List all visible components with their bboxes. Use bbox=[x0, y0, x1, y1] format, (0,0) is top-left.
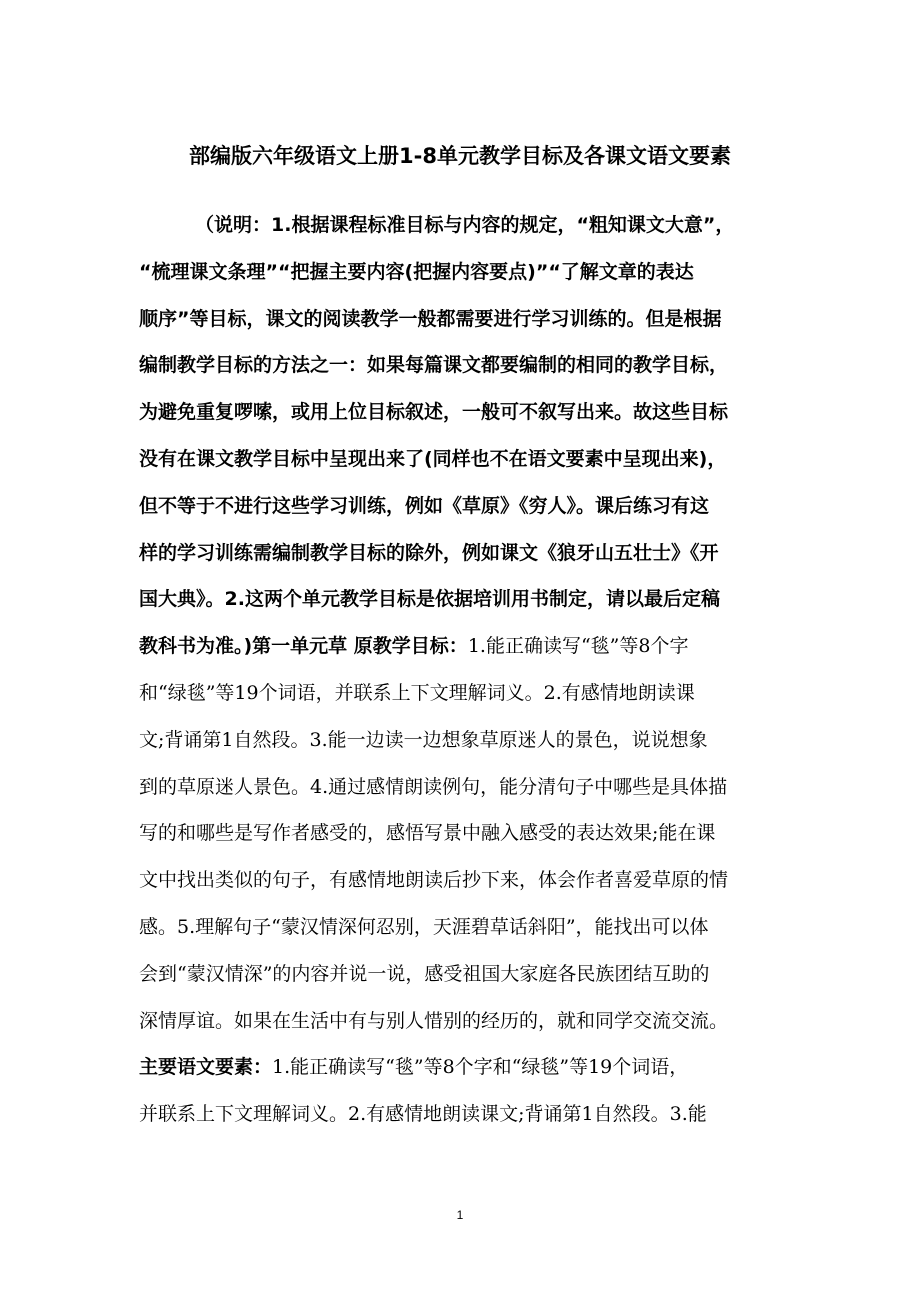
body-line bbox=[139, 717, 789, 764]
body-line bbox=[139, 951, 789, 998]
document-body bbox=[139, 202, 789, 1138]
body-line bbox=[139, 249, 789, 296]
text-run: 文中找出类似的句子，有感情地朗读后抄下来，体会作者喜爱草原的情 bbox=[139, 869, 729, 892]
bold-text-run: “梳理课文条理”“把握主要内容(把握内容要点)”“了解文章的表达 bbox=[139, 260, 694, 283]
text-run: 感。5.理解句子“蒙汉情深何忍别，天涯碧草话斜阳”，能找出可以体 bbox=[139, 915, 709, 938]
page-number: 1 bbox=[456, 1208, 464, 1222]
bold-text-run: 顺序”等目标，课文的阅读教学一般都需要进行学习训练的。但是根据 bbox=[139, 307, 722, 330]
text-run: 1.能正确读写“毯”等8个字 bbox=[467, 635, 689, 658]
text-run: 1.能正确读写“毯”等8个字和“绿毯”等19个词语， bbox=[272, 1056, 689, 1079]
text-run: 并联系上下文理解词义。2.有感情地朗读课文;背诵第1自然段。3.能 bbox=[139, 1103, 707, 1126]
body-line bbox=[139, 436, 789, 483]
body-line bbox=[139, 764, 789, 811]
bold-text-run: 样的学习训练需编制教学目标的除外，例如课文《狼牙山五壮士》《开 bbox=[139, 541, 719, 564]
body-line bbox=[139, 530, 789, 577]
body-line bbox=[139, 483, 789, 530]
body-line bbox=[139, 389, 789, 436]
body-line bbox=[139, 857, 789, 904]
text-run: 深情厚谊。如果在生活中有与别人惜别的经历的，就和同学交流交流。 bbox=[139, 1009, 729, 1032]
bold-text-run: 编制教学目标的方法之一：如果每篇课文都要编制的相同的教学目标， bbox=[139, 354, 729, 377]
document-title: 部编版六年级语文上册1-8单元教学目标及各课文语文要素 bbox=[189, 144, 731, 168]
text-run: 会到“蒙汉情深”的内容并说一说，感受祖国大家庭各民族团结互助的 bbox=[139, 962, 710, 985]
bold-text-run: 没有在课文教学目标中呈现出来了(同样也不在语文要素中呈现出来)， bbox=[139, 447, 727, 470]
body-line bbox=[139, 576, 789, 623]
body-line bbox=[139, 623, 789, 670]
body-line bbox=[139, 1091, 789, 1138]
body-line bbox=[139, 342, 789, 389]
body-line bbox=[139, 670, 789, 717]
bold-text-run: 但不等于不进行这些学习训练，例如《草原》《穷人》。课后练习有这 bbox=[139, 494, 710, 517]
text-run: 到的草原迷人景色。4.通过感情朗读例句，能分清句子中哪些是具体描 bbox=[139, 775, 728, 798]
bold-text-run: 为避免重复啰嗦，或用上位目标叙述，一般可不叙写出来。故这些目标 bbox=[139, 401, 729, 424]
bold-text-run: （说明：1.根据课程标准目标与内容的规定，“粗知课文大意”， bbox=[195, 214, 735, 236]
body-line bbox=[139, 810, 789, 857]
text-run: 写的和哪些是写作者感受的，感悟写景中融入感受的表达效果;能在课 bbox=[139, 822, 716, 845]
bold-text-run: 教科书为准。)第一单元草 原教学目标： bbox=[139, 635, 468, 658]
body-line bbox=[139, 998, 789, 1045]
text-run: 和“绿毯”等19个词语，并联系上下文理解词义。2.有感情地朗读课 bbox=[139, 681, 695, 704]
body-line bbox=[139, 1044, 789, 1091]
body-line bbox=[139, 296, 789, 343]
bold-text-run: 国大典》。2.这两个单元教学目标是依据培训用书制定，请以最后定稿 bbox=[139, 588, 720, 611]
text-run: 文;背诵第1自然段。3.能一边读一边想象草原迷人的景色，说说想象 bbox=[139, 728, 708, 751]
body-line bbox=[139, 904, 789, 951]
bold-text-run: 主要语文要素： bbox=[139, 1056, 273, 1079]
body-line bbox=[139, 202, 789, 249]
